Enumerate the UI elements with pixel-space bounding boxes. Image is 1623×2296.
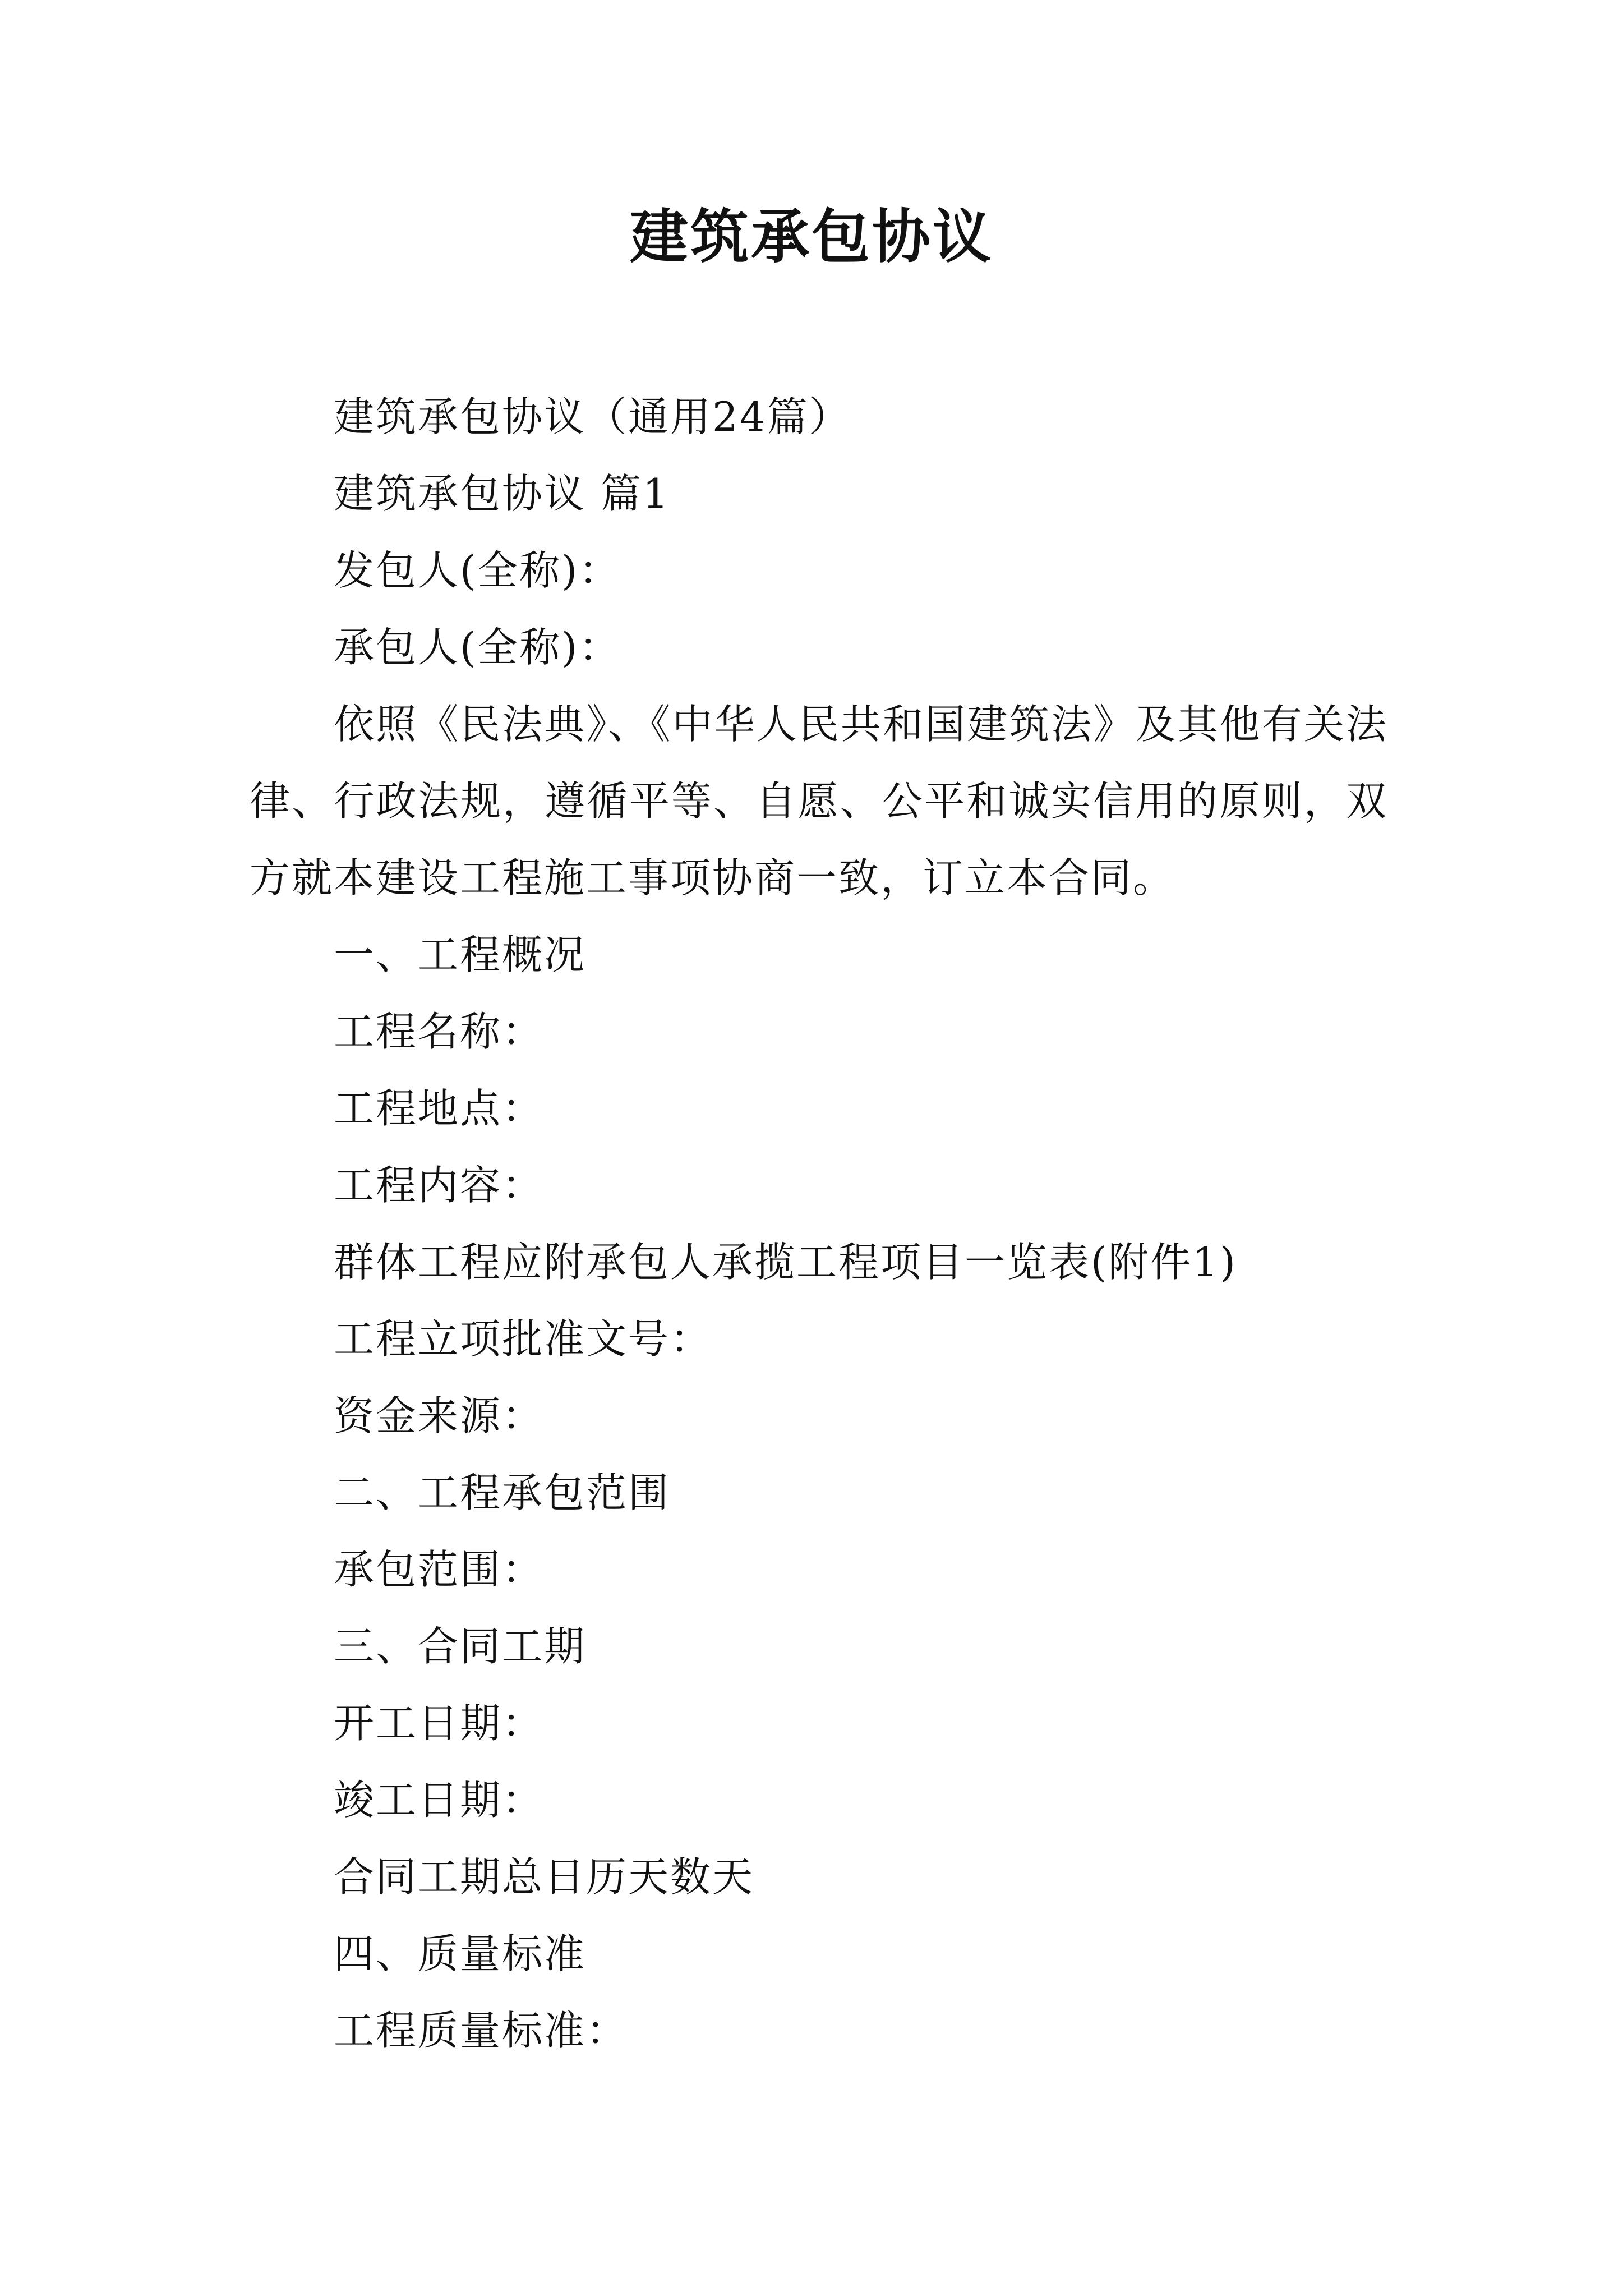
heading-contract-scope: 二、工程承包范围 bbox=[334, 1469, 671, 1516]
project-name-field: 工程名称： bbox=[334, 1008, 545, 1055]
contractor-field: 承包人(全称)： bbox=[334, 624, 621, 671]
project-location-field: 工程地点： bbox=[334, 1085, 545, 1132]
quality-standard-field: 工程质量标准： bbox=[334, 2007, 629, 2054]
heading-quality-standard: 四、质量标准 bbox=[334, 1930, 587, 1977]
scope-field: 承包范围： bbox=[334, 1546, 545, 1593]
document-body bbox=[250, 379, 1388, 2069]
approval-number-field: 工程立项批准文号： bbox=[334, 1315, 713, 1363]
preamble-paragraph: 依照《民法典》、《中华人民共和国建筑法》及其他有关法律、行政法规，遵循平等、自愿、公平和诚实信用的原则，双方就本建设工程施工事项协商一致，订立本合同。 bbox=[250, 701, 1388, 901]
heading-project-overview: 一、工程概况 bbox=[334, 931, 587, 978]
funding-source-field: 资金来源： bbox=[334, 1392, 545, 1439]
document-title: 建筑承包协议 bbox=[629, 202, 993, 271]
subtitle-line: 建筑承包协议（通用24篇） bbox=[334, 393, 851, 440]
section-heading-part1: 建筑承包协议 篇1 bbox=[334, 470, 670, 517]
start-date-field: 开工日期： bbox=[334, 1700, 545, 1747]
completion-date-field: 竣工日期： bbox=[334, 1777, 545, 1824]
heading-contract-period: 三、合同工期 bbox=[334, 1623, 587, 1670]
project-content-field: 工程内容： bbox=[334, 1162, 545, 1209]
project-list-note: 群体工程应附承包人承揽工程项目一览表(附件1) bbox=[334, 1239, 1237, 1286]
total-days-field: 合同工期总日历天数天 bbox=[334, 1853, 755, 1901]
employer-field: 发包人(全称)： bbox=[334, 547, 621, 594]
